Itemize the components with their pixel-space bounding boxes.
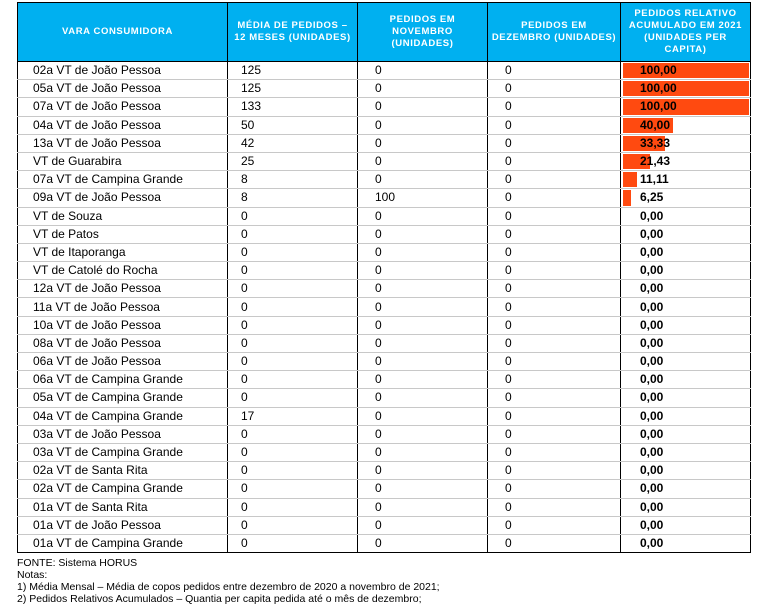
cell-vara: 03a VT de João Pessoa — [18, 425, 228, 443]
relative-value: 0,00 — [640, 517, 664, 532]
cell-media: 0 — [228, 443, 358, 461]
cell-media: 25 — [228, 152, 358, 170]
cell-relativo — [621, 152, 751, 170]
table-row — [18, 298, 751, 316]
cell-relativo — [621, 207, 751, 225]
cell-dezembro: 0 — [488, 389, 621, 407]
relative-value: 0,00 — [640, 317, 664, 332]
cell-relativo — [621, 407, 751, 425]
cell-media: 0 — [228, 316, 358, 334]
cell-relativo — [621, 371, 751, 389]
relative-value: 0,00 — [640, 281, 664, 296]
cell-novembro: 0 — [358, 280, 488, 298]
cell-media: 0 — [228, 334, 358, 352]
cell-novembro: 0 — [358, 316, 488, 334]
table-row — [18, 171, 751, 189]
consumption-table-container — [17, 2, 751, 553]
cell-novembro: 0 — [358, 298, 488, 316]
cell-dezembro: 0 — [488, 207, 621, 225]
cell-dezembro: 0 — [488, 425, 621, 443]
cell-dezembro: 0 — [488, 298, 621, 316]
cell-dezembro: 0 — [488, 80, 621, 98]
cell-relativo — [621, 516, 751, 534]
relative-value: 0,00 — [640, 226, 664, 241]
cell-novembro: 0 — [358, 243, 488, 261]
cell-vara: VT de Souza — [18, 207, 228, 225]
table-row — [18, 316, 751, 334]
header-vara: VARA CONSUMIDORA — [18, 3, 228, 62]
table-body — [18, 62, 751, 553]
cell-media: 42 — [228, 134, 358, 152]
relative-value: 0,00 — [640, 463, 664, 478]
cell-dezembro: 0 — [488, 462, 621, 480]
cell-novembro: 0 — [358, 262, 488, 280]
table-row — [18, 116, 751, 134]
cell-relativo — [621, 262, 751, 280]
table-row — [18, 534, 751, 552]
table-row — [18, 334, 751, 352]
header-dezembro: PEDIDOS EM DEZEMBRO (UNIDADES) — [488, 3, 621, 62]
cell-vara: 07a VT de João Pessoa — [18, 98, 228, 116]
table-row — [18, 98, 751, 116]
cell-media: 0 — [228, 389, 358, 407]
cell-dezembro: 0 — [488, 171, 621, 189]
relative-value: 0,00 — [640, 426, 664, 441]
cell-dezembro: 0 — [488, 280, 621, 298]
cell-media: 0 — [228, 280, 358, 298]
cell-media: 0 — [228, 534, 358, 552]
table-row — [18, 480, 751, 498]
cell-novembro: 0 — [358, 171, 488, 189]
notes-block — [17, 557, 440, 605]
relative-value: 0,00 — [640, 335, 664, 350]
relative-value: 100,00 — [640, 63, 677, 78]
cell-novembro: 0 — [358, 152, 488, 170]
cell-dezembro: 0 — [488, 407, 621, 425]
cell-relativo — [621, 280, 751, 298]
relative-value: 100,00 — [640, 81, 677, 96]
cell-relativo — [621, 425, 751, 443]
consumption-table — [17, 2, 751, 553]
cell-vara: 02a VT de Santa Rita — [18, 462, 228, 480]
cell-media: 17 — [228, 407, 358, 425]
cell-novembro: 100 — [358, 189, 488, 207]
table-row — [18, 516, 751, 534]
cell-relativo — [621, 171, 751, 189]
cell-media: 0 — [228, 243, 358, 261]
cell-vara: VT de Catolé do Rocha — [18, 262, 228, 280]
relative-value: 11,11 — [640, 172, 669, 187]
cell-relativo — [621, 353, 751, 371]
cell-novembro: 0 — [358, 98, 488, 116]
cell-novembro: 0 — [358, 134, 488, 152]
cell-dezembro: 0 — [488, 98, 621, 116]
table-row — [18, 462, 751, 480]
cell-novembro: 0 — [358, 334, 488, 352]
cell-vara: 02a VT de João Pessoa — [18, 62, 228, 80]
cell-novembro: 0 — [358, 516, 488, 534]
cell-vara: 01a VT de Campina Grande — [18, 534, 228, 552]
cell-relativo — [621, 498, 751, 516]
header-media: MÉDIA DE PEDIDOS – 12 MESES (UNIDADES) — [228, 3, 358, 62]
cell-dezembro: 0 — [488, 243, 621, 261]
table-row — [18, 425, 751, 443]
relative-value: 40,00 — [640, 117, 671, 132]
cell-vara: 06a VT de Campina Grande — [18, 371, 228, 389]
table-row — [18, 353, 751, 371]
relative-value: 0,00 — [640, 354, 664, 369]
cell-dezembro: 0 — [488, 225, 621, 243]
cell-novembro: 0 — [358, 371, 488, 389]
cell-dezembro: 0 — [488, 262, 621, 280]
relative-value: 0,00 — [640, 263, 664, 278]
header-relativo: PEDIDOS RELATIVO ACUMULADO EM 2021 (UNIDADES PER CAPITA) — [621, 3, 751, 62]
table-row — [18, 262, 751, 280]
cell-media: 0 — [228, 353, 358, 371]
cell-vara: VT de Guarabira — [18, 152, 228, 170]
cell-dezembro: 0 — [488, 534, 621, 552]
cell-media: 125 — [228, 62, 358, 80]
cell-dezembro: 0 — [488, 516, 621, 534]
cell-relativo — [621, 480, 751, 498]
table-row — [18, 62, 751, 80]
cell-relativo — [621, 389, 751, 407]
header-novembro: PEDIDOS EM NOVEMBRO (UNIDADES) — [358, 3, 488, 62]
relative-value: 33,33 — [640, 135, 671, 150]
table-row — [18, 80, 751, 98]
relative-value: 21,43 — [640, 154, 671, 169]
cell-media: 0 — [228, 298, 358, 316]
cell-media: 0 — [228, 262, 358, 280]
relative-value: 0,00 — [640, 299, 664, 314]
cell-relativo — [621, 298, 751, 316]
cell-vara: VT de Itaporanga — [18, 243, 228, 261]
cell-relativo — [621, 98, 751, 116]
relative-value: 0,00 — [640, 481, 664, 496]
cell-relativo — [621, 80, 751, 98]
table-row — [18, 443, 751, 461]
cell-novembro: 0 — [358, 425, 488, 443]
cell-media: 0 — [228, 371, 358, 389]
note-2: 2) Pedidos Relativos Acumulados – Quantia per capita pedida até o mês de dezembro; — [17, 593, 422, 605]
cell-relativo — [621, 116, 751, 134]
cell-novembro: 0 — [358, 462, 488, 480]
cell-relativo — [621, 134, 751, 152]
cell-media: 8 — [228, 171, 358, 189]
table-row — [18, 498, 751, 516]
cell-dezembro: 0 — [488, 443, 621, 461]
cell-dezembro: 0 — [488, 116, 621, 134]
cell-novembro: 0 — [358, 62, 488, 80]
cell-vara: 02a VT de Campina Grande — [18, 480, 228, 498]
relative-value: 0,00 — [640, 535, 664, 550]
cell-novembro: 0 — [358, 498, 488, 516]
table-row — [18, 371, 751, 389]
cell-relativo — [621, 62, 751, 80]
cell-dezembro: 0 — [488, 371, 621, 389]
cell-relativo — [621, 243, 751, 261]
cell-vara: 01a VT de João Pessoa — [18, 516, 228, 534]
cell-vara: 07a VT de Campina Grande — [18, 171, 228, 189]
cell-relativo — [621, 334, 751, 352]
note-1: 1) Média Mensal – Média de copos pedidos entre dezembro de 2020 a novembro de 2021; — [17, 581, 440, 593]
cell-dezembro: 0 — [488, 134, 621, 152]
cell-relativo — [621, 316, 751, 334]
cell-novembro: 0 — [358, 389, 488, 407]
cell-novembro: 0 — [358, 480, 488, 498]
table-row — [18, 225, 751, 243]
table-row — [18, 389, 751, 407]
cell-dezembro: 0 — [488, 334, 621, 352]
cell-vara: 05a VT de João Pessoa — [18, 80, 228, 98]
cell-dezembro: 0 — [488, 480, 621, 498]
table-row — [18, 280, 751, 298]
cell-media: 50 — [228, 116, 358, 134]
cell-vara: 03a VT de Campina Grande — [18, 443, 228, 461]
cell-media: 0 — [228, 480, 358, 498]
cell-vara: 10a VT de João Pessoa — [18, 316, 228, 334]
cell-relativo — [621, 189, 751, 207]
cell-relativo — [621, 534, 751, 552]
cell-vara: 04a VT de Campina Grande — [18, 407, 228, 425]
cell-media: 0 — [228, 425, 358, 443]
cell-media: 125 — [228, 80, 358, 98]
table-row — [18, 243, 751, 261]
cell-vara: 13a VT de João Pessoa — [18, 134, 228, 152]
cell-vara: 01a VT de Santa Rita — [18, 498, 228, 516]
cell-dezembro: 0 — [488, 498, 621, 516]
cell-novembro: 0 — [358, 534, 488, 552]
cell-vara: 12a VT de João Pessoa — [18, 280, 228, 298]
cell-vara: 09a VT de João Pessoa — [18, 189, 228, 207]
cell-dezembro: 0 — [488, 353, 621, 371]
table-header-row — [18, 3, 751, 62]
table-row — [18, 407, 751, 425]
cell-dezembro: 0 — [488, 62, 621, 80]
cell-vara: 04a VT de João Pessoa — [18, 116, 228, 134]
cell-media: 0 — [228, 498, 358, 516]
relative-value: 6,25 — [640, 190, 664, 205]
cell-novembro: 0 — [358, 407, 488, 425]
cell-novembro: 0 — [358, 116, 488, 134]
table-row — [18, 152, 751, 170]
relative-value: 0,00 — [640, 499, 664, 514]
table-row — [18, 134, 751, 152]
table-row — [18, 207, 751, 225]
cell-novembro: 0 — [358, 80, 488, 98]
relative-value: 100,00 — [640, 99, 677, 114]
cell-vara: 11a VT de João Pessoa — [18, 298, 228, 316]
cell-relativo — [621, 443, 751, 461]
cell-novembro: 0 — [358, 443, 488, 461]
cell-media: 0 — [228, 225, 358, 243]
source-note: FONTE: Sistema HORUS — [17, 557, 138, 569]
cell-dezembro: 0 — [488, 152, 621, 170]
relative-value: 0,00 — [640, 445, 664, 460]
cell-dezembro: 0 — [488, 316, 621, 334]
table-row — [18, 189, 751, 207]
cell-vara: 06a VT de João Pessoa — [18, 353, 228, 371]
relative-value: 0,00 — [640, 208, 664, 223]
relative-value: 0,00 — [640, 408, 664, 423]
cell-media: 0 — [228, 516, 358, 534]
cell-novembro: 0 — [358, 207, 488, 225]
cell-vara: 08a VT de João Pessoa — [18, 334, 228, 352]
cell-relativo — [621, 462, 751, 480]
cell-media: 0 — [228, 462, 358, 480]
cell-media: 133 — [228, 98, 358, 116]
relative-value: 0,00 — [640, 390, 664, 405]
relative-value: 0,00 — [640, 244, 664, 259]
cell-media: 8 — [228, 189, 358, 207]
cell-vara: 05a VT de Campina Grande — [18, 389, 228, 407]
cell-novembro: 0 — [358, 353, 488, 371]
notes-label: Notas: — [17, 569, 48, 581]
relative-value: 0,00 — [640, 372, 664, 387]
cell-relativo — [621, 225, 751, 243]
cell-media: 0 — [228, 207, 358, 225]
cell-vara: VT de Patos — [18, 225, 228, 243]
cell-novembro: 0 — [358, 225, 488, 243]
cell-dezembro: 0 — [488, 189, 621, 207]
